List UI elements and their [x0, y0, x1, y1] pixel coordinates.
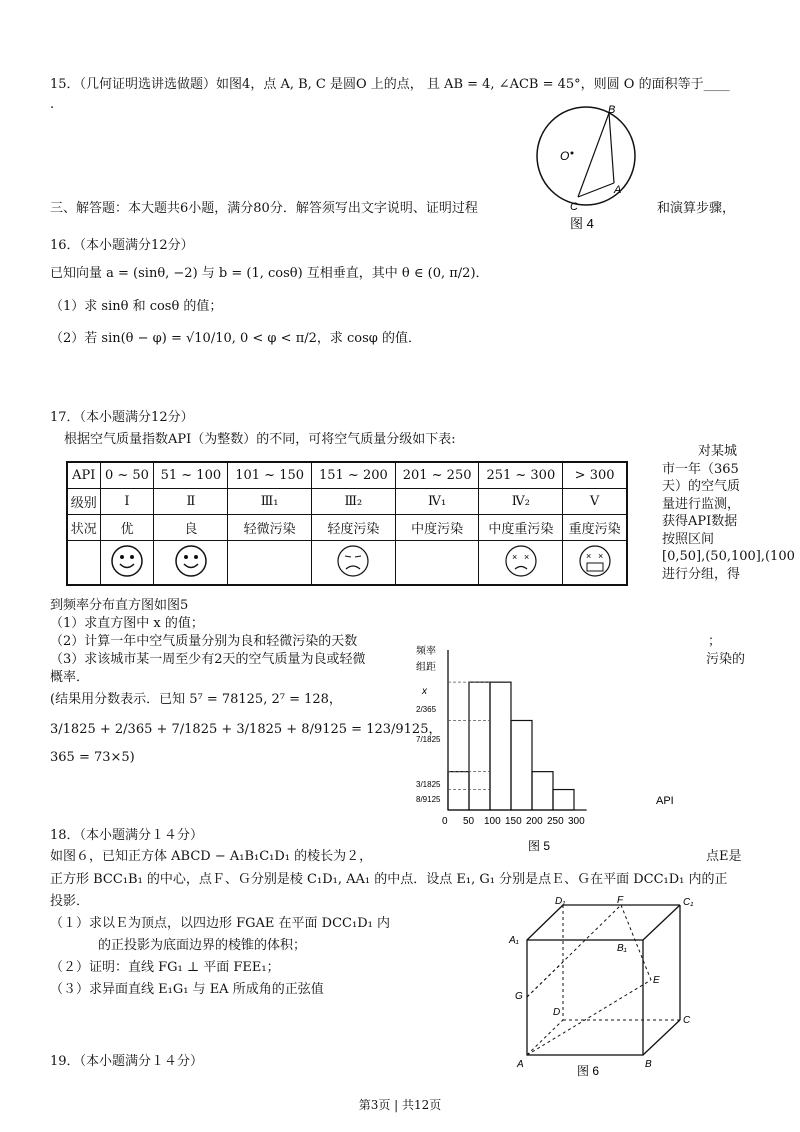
- hist-x-tick-label: 300: [568, 816, 585, 827]
- happy-face-icon: [110, 544, 144, 578]
- q17-part2: （2）计算一年中空气质量分别为良和轻微污染的天数: [50, 634, 358, 649]
- label-b: B: [645, 1059, 652, 1070]
- hist-ylabel-bottom: 组距: [416, 662, 436, 673]
- table-cell: Ⅱ: [154, 489, 228, 515]
- table-cell: Ⅲ₂: [312, 489, 396, 515]
- table-cell: Ⅳ₁: [395, 489, 479, 515]
- ytick-label: 8/9125: [416, 795, 441, 804]
- table-cell: 251 ~ 300: [479, 462, 563, 489]
- q15-line: [50, 73, 730, 92]
- table-row-faces: [67, 541, 627, 586]
- label-o: O: [560, 149, 570, 163]
- happy-face-icon: [174, 544, 208, 578]
- table-cell: 中度重污染: [479, 515, 563, 541]
- q18-title: 18．（本小题满分１４分）: [50, 828, 204, 843]
- label-d: D: [553, 1007, 561, 1018]
- hist-x-tick-label: 0: [442, 816, 448, 827]
- svg-text:×: ×: [585, 550, 591, 561]
- hist-bar: [532, 772, 553, 810]
- hist-x-tick-label: 50: [463, 816, 475, 827]
- hist-bar: [469, 682, 490, 810]
- q17-note-2: 3/1825 + 2/365 + 7/1825 + 3/1825 + 8/9125 = 123/9125，: [50, 722, 442, 737]
- side-line: [0,50],(50,100],(100: [662, 549, 795, 564]
- hist-bar: [490, 682, 511, 810]
- label-c: C: [683, 1015, 691, 1026]
- q17-title: 17．（本小题满分12分）: [50, 410, 194, 425]
- table-cell: > 300: [563, 462, 627, 489]
- table-cell: 201 ~ 250: [395, 462, 479, 489]
- ytick-label: 3/1825: [416, 780, 441, 789]
- q17-intro: 根据空气质量指数API（为整数）的不同，可将空气质量分级如下表:: [64, 432, 456, 447]
- label-a: A: [517, 1059, 524, 1070]
- segment-bc: [578, 113, 609, 197]
- table-cell: [154, 541, 228, 586]
- hist-x-tick-label: 150: [505, 816, 522, 827]
- table-row: [67, 515, 627, 541]
- q15-text-1: 15．（几何证明选讲选做题）如图4，点 A, B, C 是圆: [50, 77, 356, 92]
- sad-face-icon: [336, 544, 370, 578]
- table-row: [67, 462, 627, 489]
- q17-part2-tail: ；: [708, 634, 722, 649]
- q19-title: 19．（本小题满分１４分）: [50, 1054, 204, 1069]
- q17-part3-cont: 概率．: [50, 670, 90, 685]
- table-cell: 轻度污染: [312, 515, 396, 541]
- q18-line1-tail: 点E是: [706, 849, 742, 864]
- table-cell: Ⅲ₁: [228, 489, 312, 515]
- table-cell: 中度污染: [395, 515, 479, 541]
- segment-ab: [609, 113, 614, 183]
- ytick-label: 7/1825: [416, 735, 441, 744]
- label-d1: D₁: [555, 896, 566, 907]
- q18-line2: 正方形 BCC₁B₁ 的中心，点Ｆ、Ｇ分别是棱 C₁D₁, AA₁ 的中点．设点 E₁, G₁ 分别是点Ｅ、Ｇ在平面 DCC₁D₁ 内的正: [50, 872, 728, 887]
- q15-dot: .: [50, 97, 55, 112]
- label-c: C: [570, 201, 578, 213]
- q17-side-text: [662, 443, 795, 583]
- figure-6-caption: 图 6: [577, 1064, 600, 1078]
- q18-part2: （２）证明：直线 FG₁ ⊥ 平面 FEE₁；: [50, 960, 280, 975]
- hist-bar: [553, 790, 574, 810]
- table-cell: 51 ~ 100: [154, 462, 228, 489]
- table-cell: Ⅴ: [563, 489, 627, 515]
- q16-part1: （1）求 sinθ 和 cosθ 的值；: [50, 299, 223, 314]
- ytick-label: 2/365: [416, 705, 437, 714]
- table-cell: [395, 541, 479, 586]
- q16-line1: 已知向量 a = (sinθ, −2) 与 b = (1, cosθ) 互相垂直，其中 θ ∈ (0, π/2)．: [50, 266, 489, 281]
- table-cell: [100, 541, 154, 586]
- table-cell: [312, 541, 396, 586]
- table-cell: 0 ~ 50: [100, 462, 154, 489]
- table-row: [67, 489, 627, 515]
- table-cell: 状况: [67, 515, 100, 541]
- air-quality-table: [66, 461, 628, 586]
- table-cell: 101 ~ 150: [228, 462, 312, 489]
- hist-x-tick-label: 200: [526, 816, 543, 827]
- figure-6-cube: [505, 895, 705, 1080]
- table-cell: 优: [100, 515, 154, 541]
- table-cell: [228, 541, 312, 586]
- side-line: 对某城: [698, 444, 738, 459]
- label-g: G: [515, 991, 523, 1002]
- section-3-heading-tail: 和演算步骤，: [657, 201, 736, 216]
- svg-text:×: ×: [597, 550, 603, 561]
- hist-bar: [448, 772, 469, 810]
- figure-5-caption: 图 5: [528, 839, 551, 853]
- table-cell: 轻微污染: [228, 515, 312, 541]
- side-line: 进行分组，得: [662, 566, 741, 582]
- table-cell: [479, 541, 563, 586]
- q17-after-table: 到频率分布直方图如图5: [50, 598, 189, 613]
- label-f: F: [617, 895, 624, 906]
- side-line: 量进行监测，: [662, 496, 741, 512]
- q18-line1: 如图６，已知正方体 ABCD − A₁B₁C₁D₁ 的棱长为２，: [50, 849, 373, 864]
- figure-4-caption: 图 4: [570, 216, 594, 231]
- center-point: [571, 152, 574, 155]
- label-b: B: [608, 104, 616, 116]
- section-3-heading: 三、解答题：本大题共6小题，满分80分．解答须写出文字说明、证明过程: [50, 201, 478, 216]
- hist-xlabel: API: [656, 795, 674, 807]
- dizzy-face-icon: [504, 544, 538, 578]
- q15-text-2: O 上的点， 且 AB = 4, ∠ACB = 45°，则圆 O 的面积等于____: [356, 77, 730, 92]
- q17-part1: （1）求直方图中 x 的值；: [50, 616, 204, 631]
- label-c1: C₁: [683, 897, 694, 908]
- svg-text:×: ×: [523, 551, 530, 562]
- q17-note-1: (结果用分数表示．已知 5⁷ = 78125, 2⁷ = 128，: [50, 692, 342, 707]
- table-cell: 151 ~ 200: [312, 462, 396, 489]
- table-cell: [67, 541, 100, 586]
- segment-ca: [578, 183, 614, 197]
- histogram-figure-5: [408, 642, 698, 857]
- label-e: E: [653, 975, 660, 986]
- page-footer: 第3页 | 共12页: [358, 1098, 442, 1112]
- hist-x-tick-label: 100: [484, 816, 501, 827]
- side-line: 按照区间: [662, 531, 715, 547]
- table-cell: [563, 541, 627, 586]
- q18-line3: 投影．: [50, 894, 90, 909]
- table-cell: 重度污染: [563, 515, 627, 541]
- q17-part3: （3）求该城市某一周至少有2天的空气质量为良或轻微: [50, 652, 366, 667]
- table-cell: Ⅳ₂: [479, 489, 563, 515]
- hist-y-tick-labels: [416, 686, 441, 804]
- figure-4: [530, 100, 640, 235]
- label-b1: B₁: [617, 943, 627, 954]
- table-cell: API: [67, 462, 100, 489]
- hist-x-tick-label: 250: [547, 816, 564, 827]
- q18-part1b: 的正投影为底面边界的棱锥的体积；: [98, 938, 307, 953]
- side-line: 天）的空气质: [662, 479, 741, 494]
- ytick-label: x: [422, 686, 427, 697]
- side-line: 市一年（365: [662, 461, 739, 477]
- q18-part3: （３）求异面直线 E₁G₁ 与 EA 所成角的正弦值: [50, 982, 324, 997]
- q16-title: 16．（本小题满分12分）: [50, 238, 194, 253]
- q16-part2: （2）若 sin(θ − φ) = √10/10, 0 < φ < π/2，求 cosφ 的值．: [50, 331, 422, 346]
- label-a1: A₁: [509, 935, 519, 946]
- label-a: A: [614, 184, 622, 196]
- mask-face-icon: [578, 544, 612, 578]
- table-cell: Ⅰ: [100, 489, 154, 515]
- hist-bar: [511, 720, 532, 810]
- table-cell: 良: [154, 515, 228, 541]
- hist-ylabel-top: 频率: [416, 646, 436, 657]
- q17-note-3: 365 = 73×5): [50, 750, 135, 765]
- svg-text:×: ×: [511, 551, 518, 562]
- side-line: 获得API数据: [662, 514, 738, 529]
- table-cell: 级别: [67, 489, 100, 515]
- q17-part3-tail: 污染的: [706, 652, 746, 667]
- q18-part1a: （１）求以Ｅ为顶点，以四边形 FGAE 在平面 DCC₁D₁ 内: [50, 916, 390, 931]
